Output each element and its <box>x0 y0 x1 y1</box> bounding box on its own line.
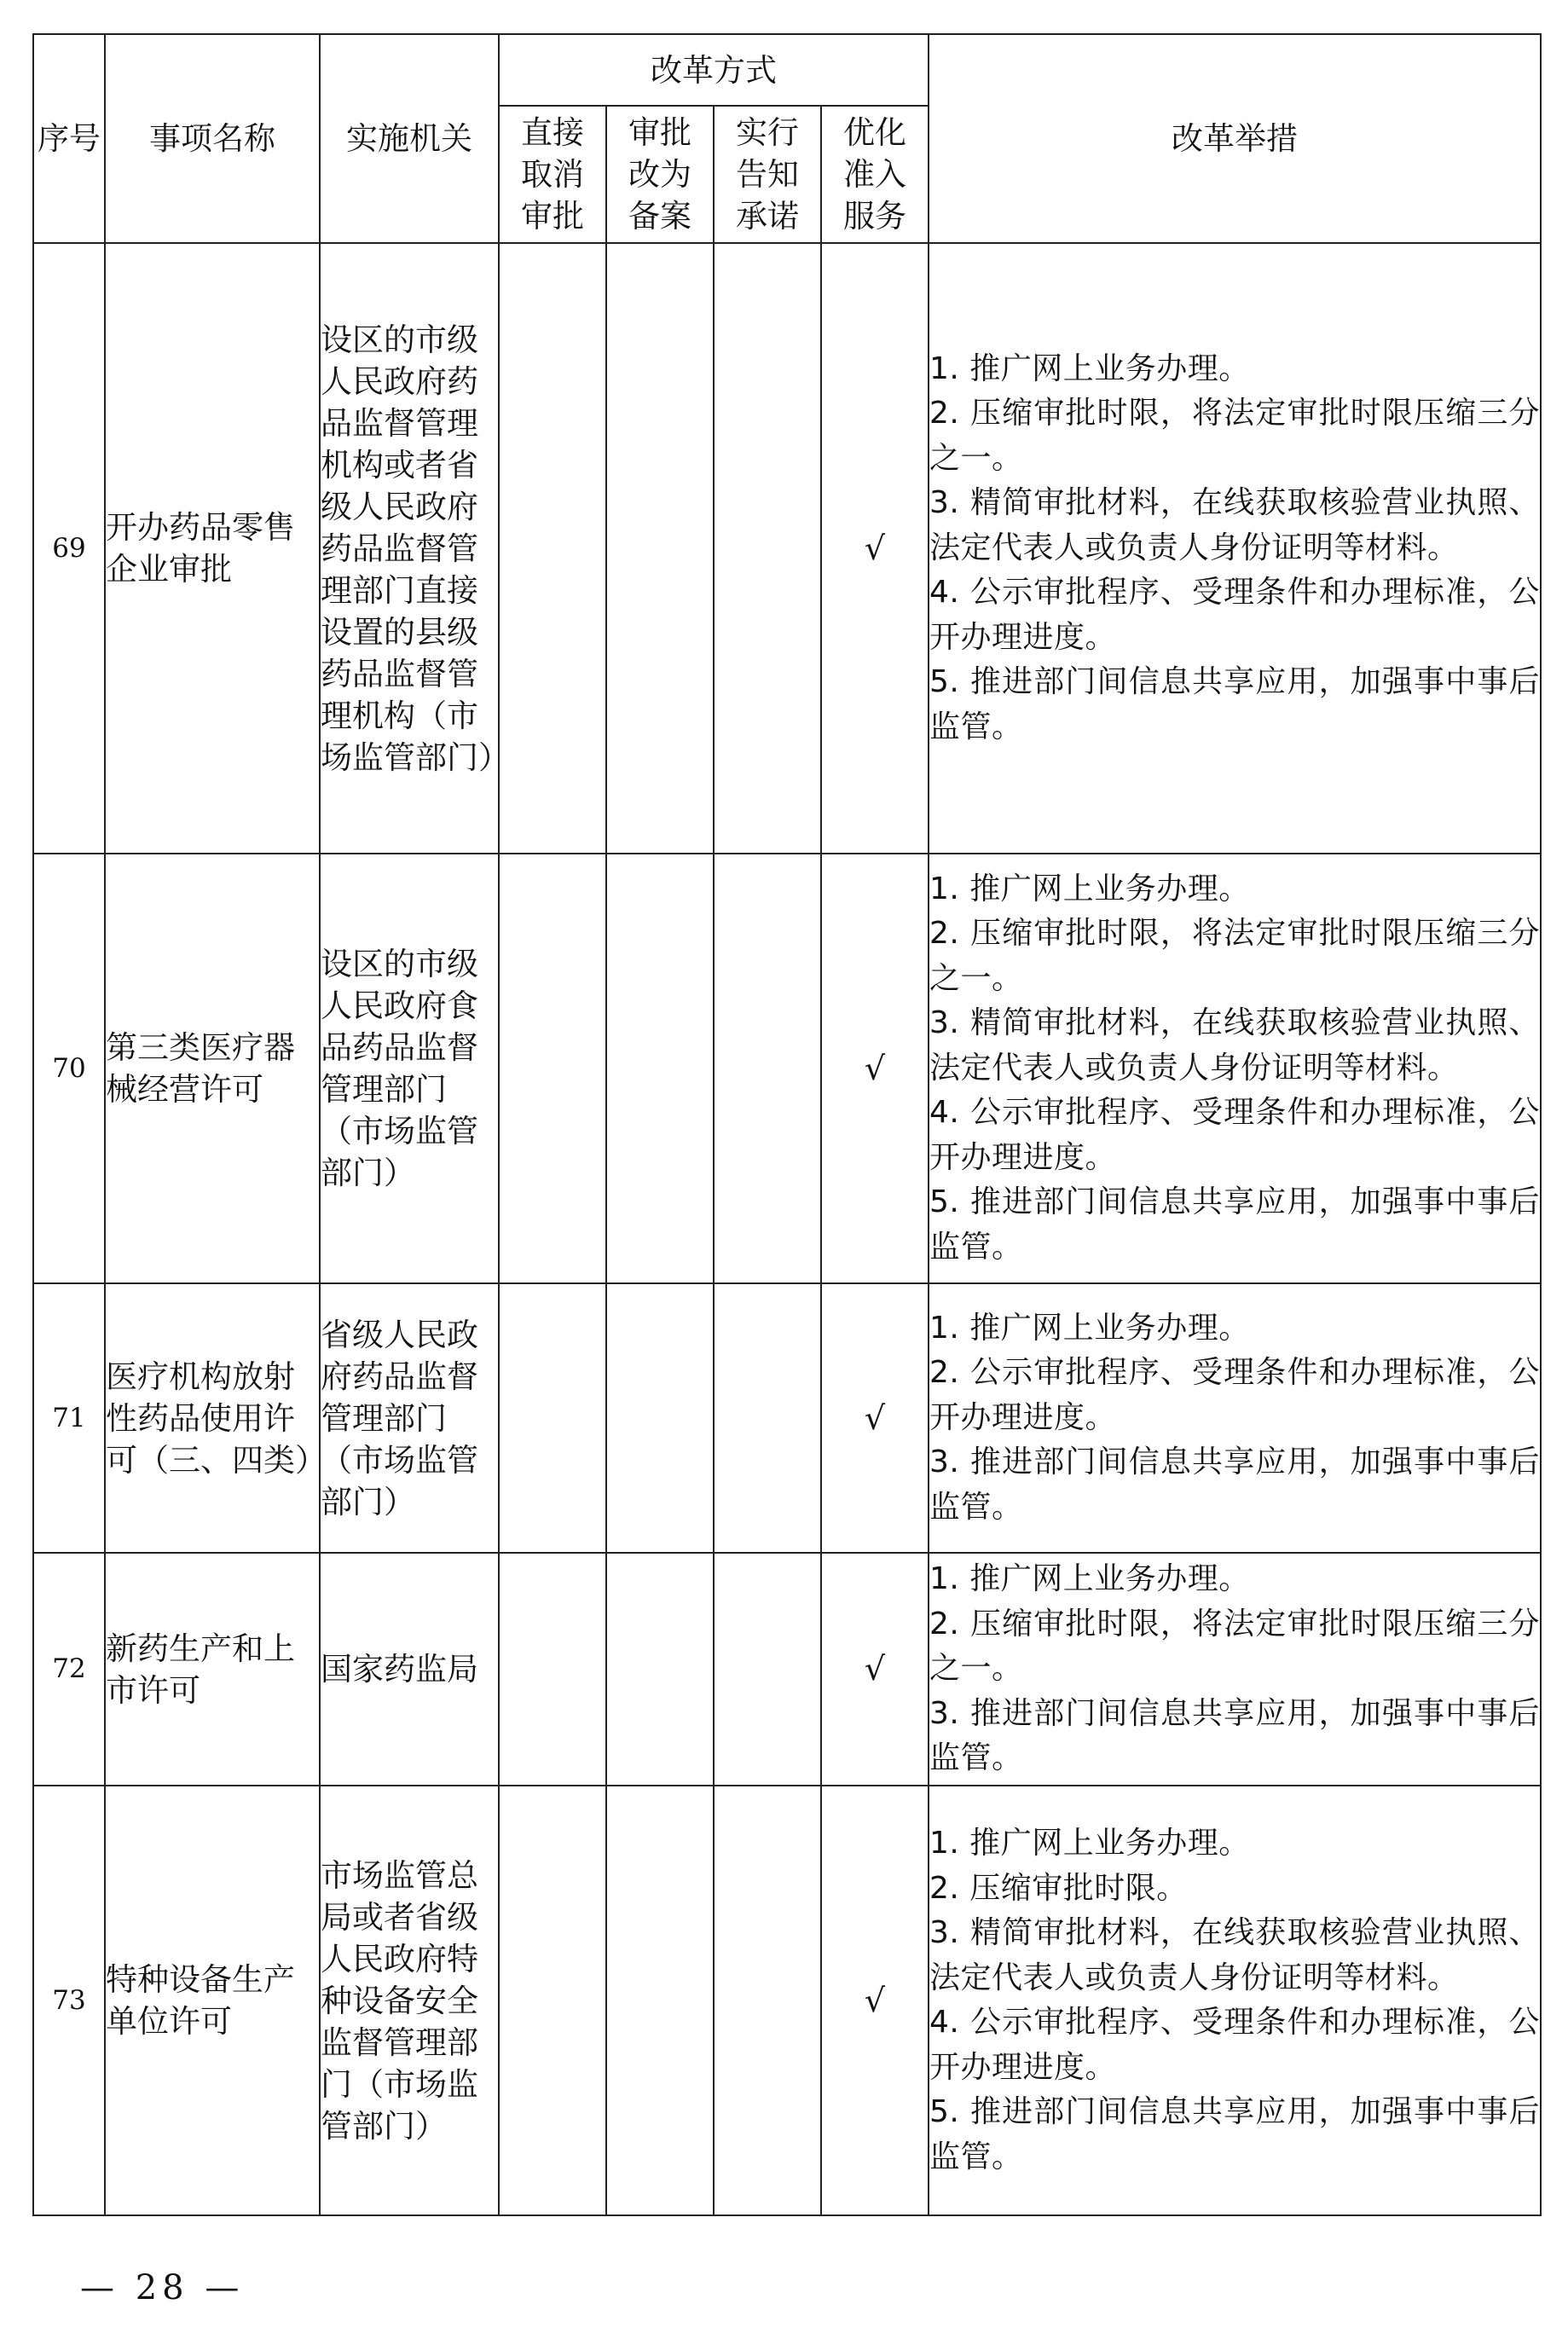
row-measures <box>929 1553 1541 1786</box>
measure-item: 4. 公示审批程序、受理条件和办理标准，公开办理进度。 <box>929 575 1540 655</box>
row-seq: 71 <box>33 1283 105 1553</box>
row-method-mark: √ <box>821 243 929 854</box>
measure-item: 3. 推进部门间信息共享应用，加强事中事后监管。 <box>929 1445 1540 1525</box>
measure-item: 3. 精简审批材料，在线获取核验营业执照、法定代表人或负责人身份证明等材料。 <box>929 485 1540 565</box>
reform-table <box>32 33 1542 2216</box>
row-measures <box>929 1786 1541 2215</box>
table-row <box>33 243 1541 854</box>
table-row <box>33 1553 1541 1786</box>
measure-item: 4. 公示审批程序、受理条件和办理标准，公开办理进度。 <box>929 2005 1540 2085</box>
row-agency: 国家药监局 <box>320 1553 499 1786</box>
row-method-mark <box>606 243 714 854</box>
row-method-mark <box>714 1786 821 2215</box>
row-item-name: 特种设备生产单位许可 <box>105 1786 320 2215</box>
measure-item: 2. 压缩审批时限，将法定审批时限压缩三分之一。 <box>929 1606 1540 1687</box>
table-row <box>33 1786 1541 2215</box>
table-row <box>33 1283 1541 1553</box>
row-method-mark <box>606 1283 714 1553</box>
row-method-mark <box>714 854 821 1283</box>
measure-item: 2. 压缩审批时限。 <box>929 1870 1188 1906</box>
measure-item: 3. 推进部门间信息共享应用，加强事中事后监管。 <box>929 1695 1540 1776</box>
measure-item: 2. 公示审批程序、受理条件和办理标准，公开办理进度。 <box>929 1355 1540 1435</box>
header-agency: 实施机关 <box>320 34 499 243</box>
row-seq: 70 <box>33 854 105 1283</box>
header-method-cancel: 直接 取消 审批 <box>499 106 606 243</box>
row-item-name: 第三类医疗器械经营许可 <box>105 854 320 1283</box>
header-method-commitment: 实行 告知 承诺 <box>714 106 821 243</box>
measure-item: 3. 精简审批材料，在线获取核验营业执照、法定代表人或负责人身份证明等材料。 <box>929 1005 1540 1086</box>
measure-item: 2. 压缩审批时限，将法定审批时限压缩三分之一。 <box>929 916 1540 996</box>
measure-item: 1. 推广网上业务办理。 <box>929 1561 1250 1597</box>
row-method-mark: √ <box>821 1283 929 1553</box>
measure-item: 5. 推进部门间信息共享应用，加强事中事后监管。 <box>929 2094 1540 2174</box>
row-method-mark: √ <box>821 1553 929 1786</box>
header-measures: 改革举措 <box>929 34 1541 243</box>
row-seq: 69 <box>33 243 105 854</box>
row-method-mark: √ <box>821 854 929 1283</box>
row-measures <box>929 854 1541 1283</box>
row-method-mark <box>606 1553 714 1786</box>
header-method-optimize: 优化 准入 服务 <box>821 106 929 243</box>
header-method: 改革方式 <box>499 34 929 106</box>
table-body <box>33 243 1541 2215</box>
measure-item: 2. 压缩审批时限，将法定审批时限压缩三分之一。 <box>929 396 1540 476</box>
row-seq: 72 <box>33 1553 105 1786</box>
row-agency: 设区的市级人民政府食品药品监督管理部门（市场监管部门） <box>320 854 499 1283</box>
row-method-mark <box>499 1553 606 1786</box>
measure-item: 1. 推广网上业务办理。 <box>929 350 1250 386</box>
row-method-mark <box>499 1283 606 1553</box>
measure-item: 5. 推进部门间信息共享应用，加强事中事后监管。 <box>929 1184 1540 1265</box>
row-method-mark <box>499 243 606 854</box>
row-seq: 73 <box>33 1786 105 2215</box>
row-method-mark <box>714 1283 821 1553</box>
table-row <box>33 854 1541 1283</box>
row-item-name: 新药生产和上市许可 <box>105 1553 320 1786</box>
header-name: 事项名称 <box>105 34 320 243</box>
row-measures <box>929 1283 1541 1553</box>
row-item-name: 医疗机构放射性药品使用许可（三、四类） <box>105 1283 320 1553</box>
measure-item: 1. 推广网上业务办理。 <box>929 1310 1250 1346</box>
row-method-mark <box>714 243 821 854</box>
row-method-mark: √ <box>821 1786 929 2215</box>
row-method-mark <box>499 854 606 1283</box>
measure-item: 5. 推进部门间信息共享应用，加强事中事后监管。 <box>929 664 1540 744</box>
measure-item: 1. 推广网上业务办理。 <box>929 871 1250 906</box>
page-number: — 28 — <box>80 2268 245 2307</box>
measure-item: 1. 推广网上业务办理。 <box>929 1826 1250 1861</box>
row-item-name: 开办药品零售企业审批 <box>105 243 320 854</box>
row-method-mark <box>606 854 714 1283</box>
measure-item: 4. 公示审批程序、受理条件和办理标准，公开办理进度。 <box>929 1095 1540 1175</box>
header-method-filing: 审批 改为 备案 <box>606 106 714 243</box>
row-method-mark <box>714 1553 821 1786</box>
measure-item: 3. 精简审批材料，在线获取核验营业执照、法定代表人或负责人身份证明等材料。 <box>929 1915 1540 1995</box>
row-method-mark <box>606 1786 714 2215</box>
row-agency: 省级人民政府药品监督管理部门（市场监管部门） <box>320 1283 499 1553</box>
header-seq: 序号 <box>33 34 105 243</box>
row-agency: 市场监管总局或者省级人民政府特种设备安全监督管理部门（市场监管部门） <box>320 1786 499 2215</box>
row-agency: 设区的市级人民政府药品监督管理机构或者省级人民政府药品监督管理部门直接设置的县级药品监督管理机构（市场监管部门） <box>320 243 499 854</box>
row-method-mark <box>499 1786 606 2215</box>
row-measures <box>929 243 1541 854</box>
